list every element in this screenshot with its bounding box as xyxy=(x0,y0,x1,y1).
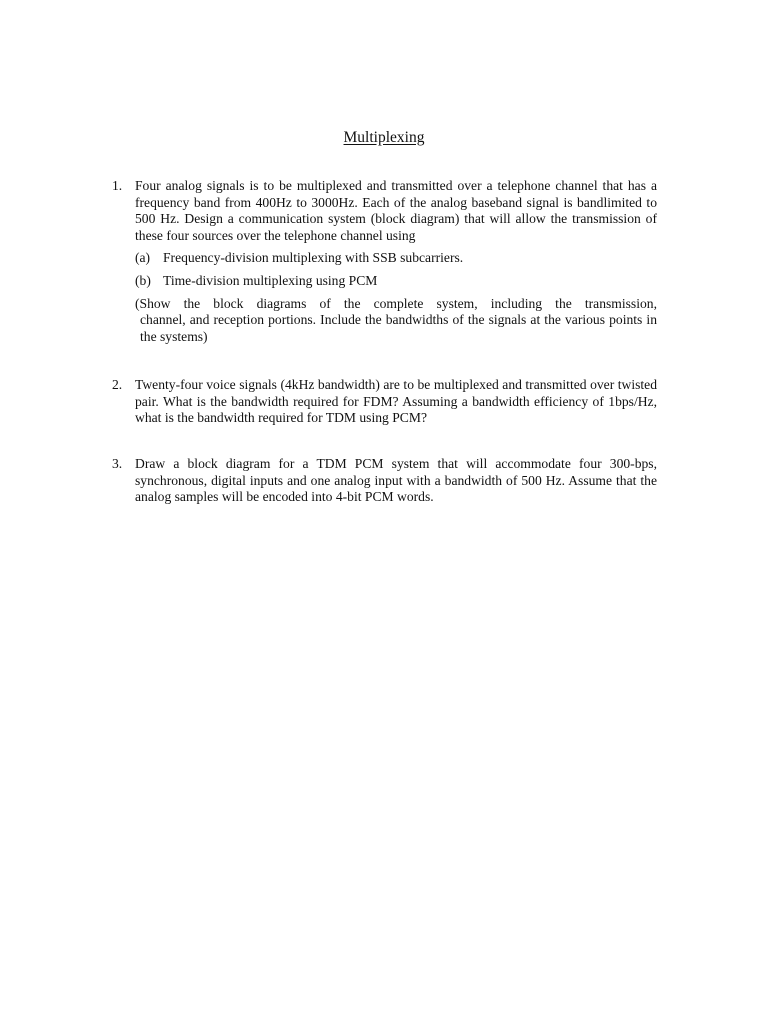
question-3 xyxy=(112,456,657,506)
question-number: 1. xyxy=(112,178,123,193)
question-2 xyxy=(112,377,657,427)
question-1 xyxy=(112,178,657,345)
question-text: Twenty-four voice signals (4kHz bandwidth) are to be multiplexed and transmitted over twisted pair. What is the bandwidth required for FDM? Assuming a bandwidth efficiency of 1bps/Hz, what is the bandwidth required for TDM using PCM? xyxy=(135,377,657,426)
subitem-text: Time-division multiplexing using PCM xyxy=(163,272,378,288)
question-body xyxy=(135,178,657,345)
subitem-b xyxy=(135,273,657,290)
subitem-text: Frequency-division multiplexing with SSB subcarriers. xyxy=(163,250,464,266)
question-note xyxy=(135,296,657,346)
question-number: 3. xyxy=(112,456,123,471)
question-text: Four analog signals is to be multiplexed and transmitted over a telephone channel that has a frequency band from 400Hz to 3000Hz. Each of the analog baseband signal is bandlimited to 500 Hz. Design a communication system (block diagram) that will allow the transmission of these four sources over the telephone channel using xyxy=(135,178,657,243)
page-title: Multiplexing xyxy=(343,129,425,146)
question-number: 2. xyxy=(112,377,123,392)
note-continuation: channel, and reception portions. Include the bandwidths of the signals at the various points in the systems) xyxy=(140,312,657,344)
subitem-label: (b) xyxy=(135,272,151,288)
note-first-line: (Show the block diagrams of the complete system, including the transmission, xyxy=(135,295,657,311)
question-text: Draw a block diagram for a TDM PCM system that will accommodate four 300-bps, synchronous, digital inputs and one analog input with a bandwidth of 500 Hz. Assume that the analog samples will be encoded into 4-bit PCM words. xyxy=(135,456,657,505)
subitem-label: (a) xyxy=(135,250,151,266)
subitem-a xyxy=(135,250,657,267)
